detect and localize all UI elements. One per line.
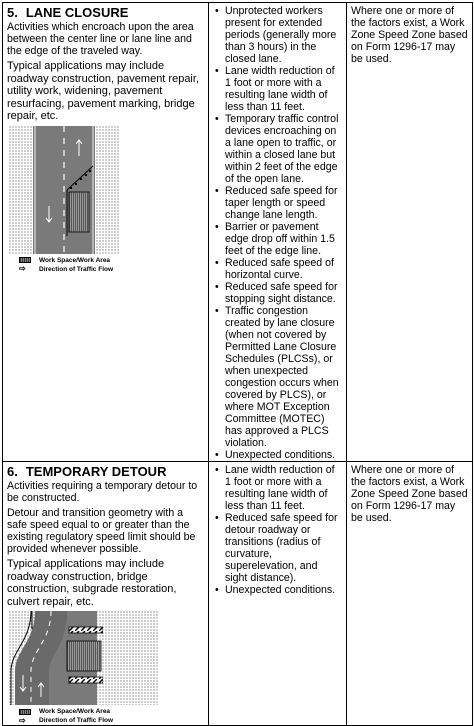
typical-applications: Typical applications may include roadway construction, pavement repair, utility work, widening, pavement resurfacing, pavement marking, bridge repair, etc. [7, 60, 199, 123]
typical-applications: Typical applications may include roadway construction, bridge construction, subgrade restoration, culvert repair, etc. [7, 558, 177, 608]
section-heading-lane-closure [7, 5, 204, 20]
factor-text: Where one or more of the factors exist, a Work Zone Speed Zone based on Form 1296-17 may be used. [351, 464, 468, 524]
barricade-top [69, 627, 103, 633]
condition-item: • Reduced safe speed for taper length or speed change lane length. [225, 185, 342, 221]
arrow-right-icon: ⇨ [19, 264, 26, 274]
condition-item: • Reduced safe speed for stopping sight distance. [225, 281, 342, 305]
conditions-cell-lane-closure [209, 3, 347, 462]
activity-cell-temporary-detour [3, 462, 209, 726]
diagram-legend [19, 256, 204, 274]
table-row-temporary-detour [3, 462, 473, 726]
detour-geometry-note: Detour and transition geometry with a safe speed equal to or greater than the existing regulatory speed limit should be provided whenever possible. [7, 507, 196, 555]
condition-item: • Traffic congestion created by lane closure (when not covered by Permitted Lane Closure Schedules (PLCSs), or when unexpected congestion occurs when covered by PLCS), or where MOT Exception Committee (MOTEC) has approved a PLCS violation. [225, 305, 342, 449]
lane-closure-diagram [9, 126, 119, 254]
condition-item: • Unexpected conditions. [225, 584, 342, 596]
diagram-legend [19, 707, 204, 725]
condition-item: • Reduced safe speed of horizontal curve. [225, 257, 342, 281]
legend-traffic-flow: Direction of Traffic Flow [39, 265, 114, 273]
work-area-swatch-icon [19, 257, 31, 263]
legend-traffic-flow: Direction of Traffic Flow [39, 717, 114, 725]
condition-item: • Reduced safe speed for detour roadway or transitions (radius of curvature, superelevation, and sight distance). [225, 512, 342, 584]
conditions-cell-temporary-detour [209, 462, 347, 726]
temporary-detour-diagram [9, 611, 159, 705]
conditions-list [213, 5, 342, 461]
activity-description: Activities requiring a temporary detour to be constructed. [7, 480, 198, 504]
work-area [67, 641, 101, 671]
factor-cell-temporary-detour [347, 462, 473, 726]
section-number: 6. [7, 464, 18, 479]
legend-work-area: Work Space/Work Area [39, 708, 111, 716]
condition-item: • Unprotected workers present for extended periods (generally more than 3 hours) in the closed lane. [225, 5, 342, 65]
work-area-swatch-icon [19, 709, 31, 715]
condition-item: • Unexpected conditions. [225, 449, 342, 461]
activity-cell-lane-closure [3, 3, 209, 462]
factor-text: Where one or more of the factors exist, a Work Zone Speed Zone based on Form 1296-17 may be used. [351, 5, 468, 65]
section-title: LANE CLOSURE [25, 5, 129, 20]
barricade-bottom [69, 677, 103, 683]
condition-item: • Temporary traffic control devices encroaching on a lane open to traffic, or within a closed lane but within 2 feet of the edge of the open lane. [225, 113, 342, 185]
shoulder-right [95, 126, 119, 254]
section-heading-temporary-detour [7, 464, 204, 479]
shoulder-left [9, 126, 33, 254]
activity-description: Activities which encroach upon the area between the center line or lane line and the edge of the traveled way. [7, 21, 194, 57]
work-area [69, 192, 89, 232]
speed-zone-table [2, 2, 473, 726]
factor-cell-lane-closure [347, 3, 473, 462]
table-row-lane-closure [3, 3, 473, 462]
legend-work-area: Work Space/Work Area [39, 256, 111, 264]
section-number: 5. [7, 5, 18, 20]
condition-item: • Lane width reduction of 1 foot or more with a resulting lane width of less than 11 feet. [225, 464, 342, 512]
condition-item: • Lane width reduction of 1 foot or more with a resulting lane width of less than 11 feet. [225, 65, 342, 113]
section-title: TEMPORARY DETOUR [25, 464, 167, 479]
condition-item: • Barrier or pavement edge drop off within 1.5 feet of the edge line. [225, 221, 342, 257]
conditions-list [213, 464, 342, 596]
arrow-right-icon: ⇨ [19, 715, 26, 725]
